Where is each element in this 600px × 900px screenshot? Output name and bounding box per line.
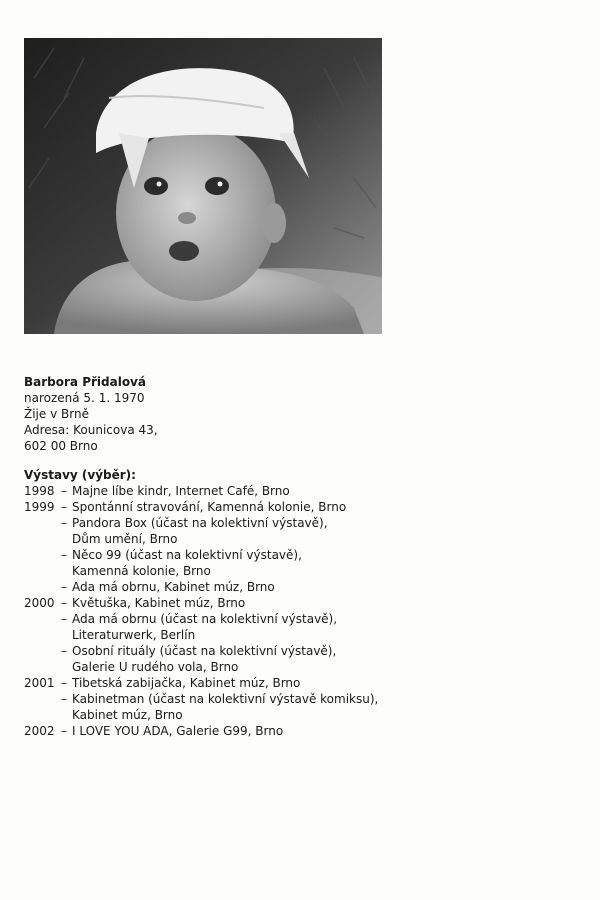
exhibition-text: Tibetská zabijačka, Kabinet múz, Brno (72, 676, 301, 690)
exhibition-text: Galerie U rudého vola, Brno (72, 660, 239, 674)
exhibition-row (24, 627, 196, 643)
exhibitions-section (24, 467, 379, 739)
exhibition-text: Kabinet múz, Brno (72, 708, 183, 722)
exhibition-text: Dům umění, Brno (72, 532, 178, 546)
bio-line-address: Adresa: Kounicova 43, (24, 423, 158, 437)
exhibition-row (24, 643, 337, 659)
bio-line-postcode: 602 00 Brno (24, 439, 98, 453)
exhibition-text: Kamenná kolonie, Brno (72, 564, 211, 578)
exhibition-text: Ada má obrnu (účast na kolektivní výstavě), (72, 612, 338, 626)
exhibition-row (24, 563, 211, 579)
exhibition-dash: – (61, 548, 67, 562)
exhibition-text: Pandora Box (účast na kolektivní výstavě), (72, 516, 328, 530)
exhibition-dash: – (61, 580, 67, 594)
exhibition-dash: – (61, 612, 67, 626)
exhibition-year: 1998 (24, 484, 55, 498)
exhibition-row (24, 611, 338, 627)
exhibition-year: 2000 (24, 596, 55, 610)
baby-photo-illustration (24, 38, 382, 334)
exhibition-row (24, 691, 379, 707)
exhibition-row (24, 723, 284, 739)
exhibition-year: 2002 (24, 724, 55, 738)
exhibition-dash: – (61, 644, 67, 658)
exhibition-dash: – (61, 692, 67, 706)
exhibition-text: Ada má obrnu, Kabinet múz, Brno (72, 580, 275, 594)
exhibition-text: Květuška, Kabinet múz, Brno (72, 596, 246, 610)
exhibition-text: Kabinetman (účast na kolektivní výstavě komiksu), (72, 692, 379, 706)
baby-photo (24, 38, 382, 334)
bio-line-residence: Žije v Brně (24, 407, 89, 421)
exhibition-text: Spontánní stravování, Kamenná kolonie, Brno (72, 500, 347, 514)
exhibition-text: Něco 99 (účast na kolektivní výstavě), (72, 548, 302, 562)
exhibitions-heading: Výstavy (výběr): (24, 468, 136, 482)
bio-line-birth: narozená 5. 1. 1970 (24, 391, 145, 405)
exhibition-row (24, 675, 301, 691)
exhibition-dash: – (61, 500, 67, 514)
exhibition-dash: – (61, 484, 67, 498)
exhibition-row (24, 531, 178, 547)
exhibition-dash: – (61, 724, 67, 738)
exhibition-text: Majne líbe kindr, Internet Café, Brno (72, 484, 290, 498)
author-name: Barbora Přidalová (24, 375, 146, 389)
exhibition-dash: – (61, 596, 67, 610)
exhibition-row (24, 659, 239, 675)
exhibition-text: I LOVE YOU ADA, Galerie G99, Brno (72, 724, 284, 738)
exhibition-row (24, 595, 246, 611)
exhibition-row (24, 579, 275, 595)
exhibition-text: Literaturwerk, Berlín (72, 628, 196, 642)
exhibition-year: 1999 (24, 500, 55, 514)
exhibitions-list (24, 483, 379, 739)
exhibition-year: 2001 (24, 676, 55, 690)
exhibition-row (24, 707, 183, 723)
exhibition-row (24, 483, 290, 499)
exhibition-row (24, 499, 347, 515)
exhibition-row (24, 547, 302, 563)
bio-block (24, 374, 158, 454)
exhibition-row (24, 515, 328, 531)
exhibition-text: Osobní rituály (účast na kolektivní výstavě), (72, 644, 337, 658)
exhibition-dash: – (61, 516, 67, 530)
exhibition-dash: – (61, 676, 67, 690)
